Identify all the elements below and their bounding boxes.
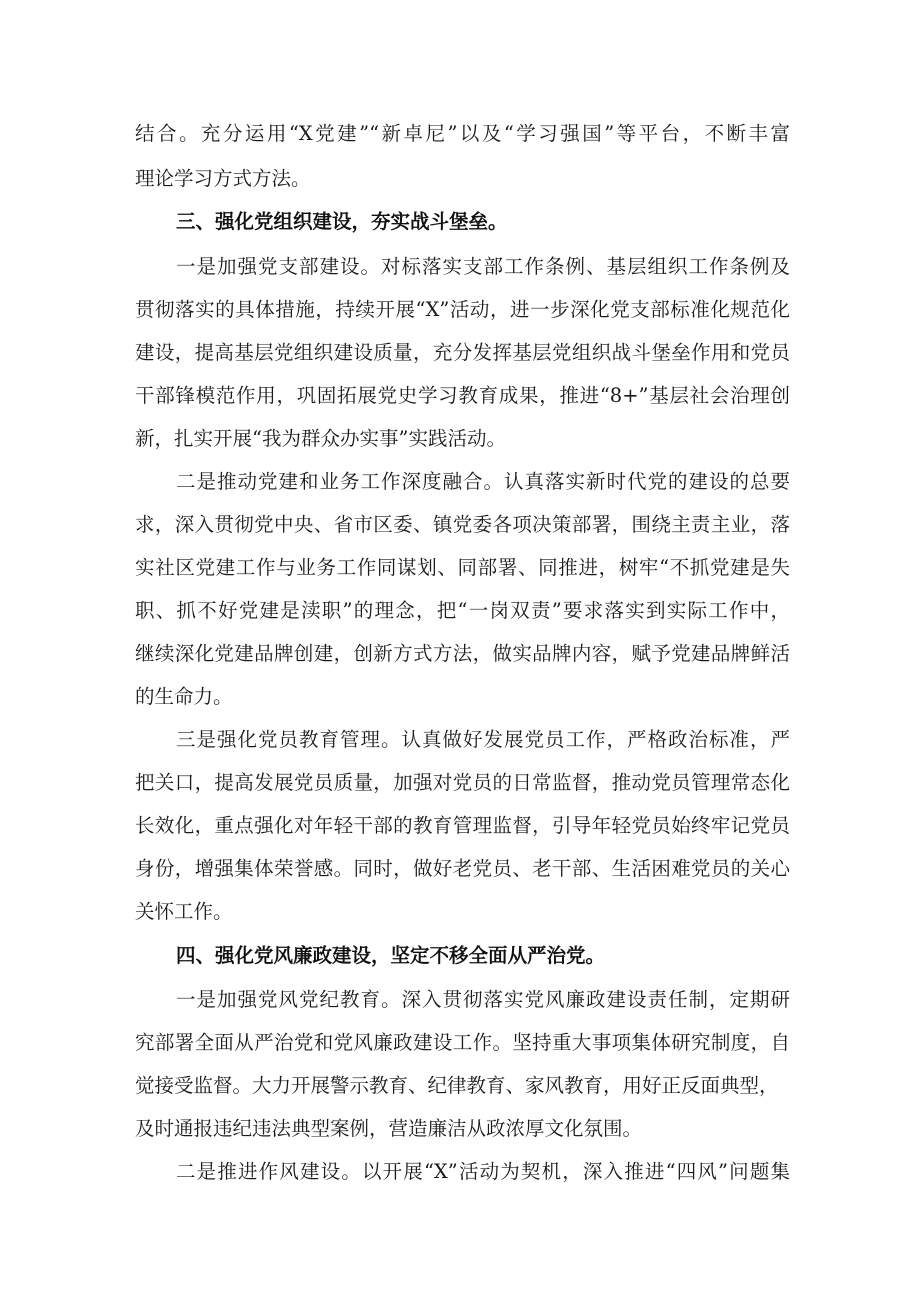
text-line: 理论学习方式方法。 [135,167,311,190]
text-line: 一是加强党风党纪教育。深入贯彻落实党风廉政建设责任制，定期研 [176,988,790,1011]
text-line: 三是强化党员教育管理。认真做好发展党员工作，严格政治标准，严 [176,728,790,751]
text-line: 结合。充分运用“X党建”“新卓尼”以及“学习强国”等平台，不断丰富 [135,122,790,145]
text-line: 关怀工作。 [135,900,233,923]
text-line: 实社区党建工作与业务工作同谋划、同部署、同推进，树牢“不抓党建是失 [135,556,790,579]
text-line: 一是加强党支部建设。对标落实支部工作条例、基层组织工作条例及 [176,255,790,278]
text-line: 继续深化党建品牌创建，创新方式方法，做实品牌内容，赋予党建品牌鲜活 [135,642,790,665]
text-line: 求，深入贯彻党中央、省市区委、镇党委各项决策部署，围绕主责主业，落 [135,513,790,536]
text-line: 把关口，提高发展党员质量，加强对党员的日常监督，推动党员管理常态化 [135,771,790,794]
text-line: 新，扎实开展“我为群众办实事”实践活动。 [135,427,506,450]
text-line: 二是推动党建和业务工作深度融合。认真落实新时代党的建设的总要 [176,470,790,493]
text-line: 长效化，重点强化对年轻干部的教育管理监督，引导年轻党员始终牢记党员 [135,814,790,837]
text-line: 身份，增强集体荣誉感。同时，做好老党员、老干部、生活困难党员的关心 [135,857,790,880]
text-line: 建设，提高基层党组织建设质量，充分发挥基层党组织战斗堡垒作用和党员 [135,341,790,364]
text-line: 觉接受监督。大力开展警示教育、纪律教育、家风教育，用好正反面典型， [135,1074,779,1097]
text-line: 二是推进作风建设。以开展“X”活动为契机，深入推进“四风”问题集 [176,1160,790,1183]
text-line: 职、抓不好党建是渎职”的理念，把“一岗双责”要求落实到实际工作中， [135,599,790,622]
text-line: 干部锋模范作用，巩固拓展党史学习教育成果，推进“8+”基层社会治理创 [135,384,790,407]
text-line: 究部署全面从严治党和党风廉政建设工作。坚持重大事项集体研究制度，自 [135,1031,790,1054]
section-heading: 四、强化党风廉政建设，坚定不移全面从严治党。 [176,944,606,967]
text-line: 贯彻落实的具体措施，持续开展“X”活动，进一步深化党支部标准化规范化 [135,298,790,321]
text-line: 的生命力。 [135,685,233,708]
text-line: 及时通报违纪违法典型案例，营造廉洁从政浓厚文化氛围。 [135,1117,643,1140]
section-heading: 三、强化党组织建设，夯实战斗堡垒。 [176,210,508,233]
